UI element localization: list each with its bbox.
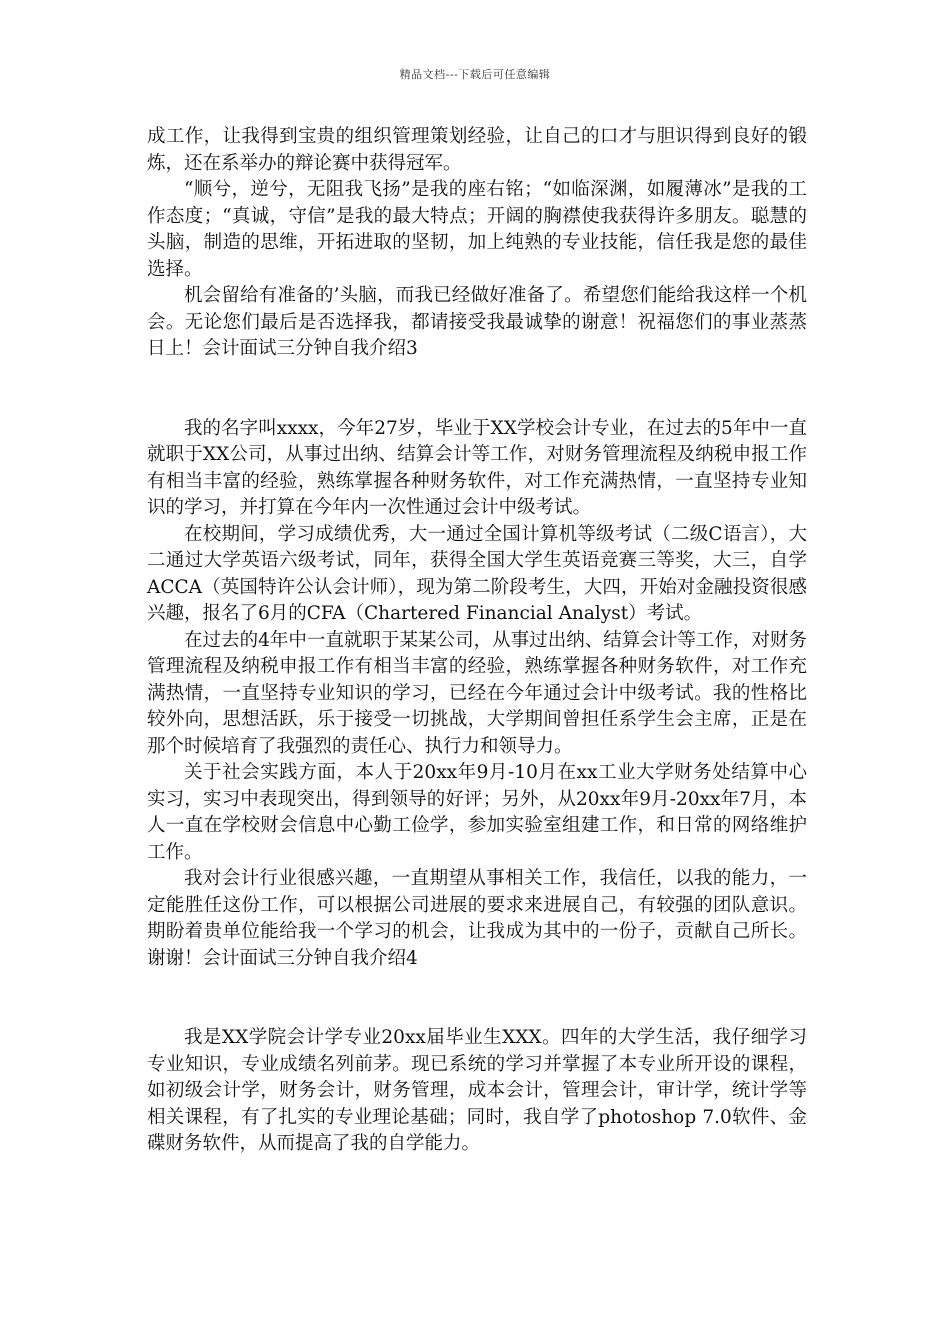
paragraph-9: 我是XX学院会计学专业20xx届毕业生XXX。四年的大学生活，我仔细学习专业知识，专业成绩名列前茅。现已系统的学习并掌握了本专业所开设的课程，如初级会计学，财务会计，财务管理，成本会计，管理会计，审计学，统计学等相关课程，有了扎实的专业理论基础；同时，我自学了photoshop 7.0软件、金碟财务软件，从而提高了我的自学能力。 — [147, 1027, 807, 1154]
paragraph-4: 我的名字叫xxxx，今年27岁，毕业于XX学校会计专业，在过去的5年中一直就职于XX公司，从事过出纳、结算会计等工作，对财务管理流程及纳税申报工作有相当丰富的经验，熟练掌握各种财务软件，对工作充满热情，一直坚持专业知识的学习，并打算在今年内一次性通过会计中级考试。 — [147, 417, 807, 518]
paragraph-5: 在校期间，学习成绩优秀，大一通过全国计算机等级考试（二级C语言），大二通过大学英语六级考试，同年，获得全国大学生英语竞赛三等奖，大三，自学ACCA（英国特许公认会计师），现为第二阶段考生，大四，开始对金融投资很感兴趣，报名了6月的CFA（Chartered Financial Analyst）考试。 — [147, 523, 807, 624]
paragraph-8: 我对会计行业很感兴趣，一直期望从事相关工作，我信任，以我的能力，一定能胜任这份工作，可以根据公司进展的要求来进展自己，有较强的团队意识。期盼着贵单位能给我一个学习的机会，让我成为其中的一份子，贡献自己所长。谢谢！会计面试三分钟自我介绍4 — [147, 868, 807, 969]
paragraph-2: “顺兮，逆兮，无阻我飞扬”是我的座右铭；“如临深渊，如履薄冰”是我的工作态度；“真诚，守信”是我的最大特点；开阔的胸襟使我获得许多朋友。聪慧的头脑，制造的思维，开拓进取的坚韧，加上纯熟的专业技能，信任我是您的最佳选择。 — [147, 179, 807, 280]
paragraph-6: 在过去的4年中一直就职于某某公司，从事过出纳、结算会计等工作，对财务管理流程及纳税申报工作有相当丰富的经验，熟练掌握各种财务软件，对工作充满热情，一直坚持专业知识的学习，已经在今年通过会计中级考试。我的性格比较外向，思想活跃，乐于接受一切挑战，大学期间曾担任系学生会主席，正是在那个时候培育了我强烈的责任心、执行力和领导力。 — [147, 629, 807, 757]
paragraph-1: 成工作，让我得到宝贵的组织管理策划经验，让自己的口才与胆识得到良好的锻炼，还在系举办的辩论赛中获得冠军。 — [147, 126, 807, 174]
paragraph-3: 机会留给有准备的’头脑，而我已经做好准备了。希望您们能给我这样一个机会。无论您们最后是否选择我，都请接受我最诚挚的谢意！祝福您们的事业蒸蒸日上！会计面试三分钟自我介绍3 — [147, 285, 807, 359]
document-body — [147, 124, 807, 1158]
paragraph-7: 关于社会实践方面，本人于20xx年9月-10月在xx工业大学财务处结算中心实习，实习中表现突出，得到领导的好评；另外，从20xx年9月-20xx年7月，本人一直在学校财会信息中心勤工俭学，参加实验室组建工作，和日常的网络维护工作。 — [147, 762, 807, 863]
section-gap — [147, 972, 807, 1025]
page-header: 精品文档---下载后可任意编辑 — [399, 68, 551, 81]
section-gap — [147, 363, 807, 416]
